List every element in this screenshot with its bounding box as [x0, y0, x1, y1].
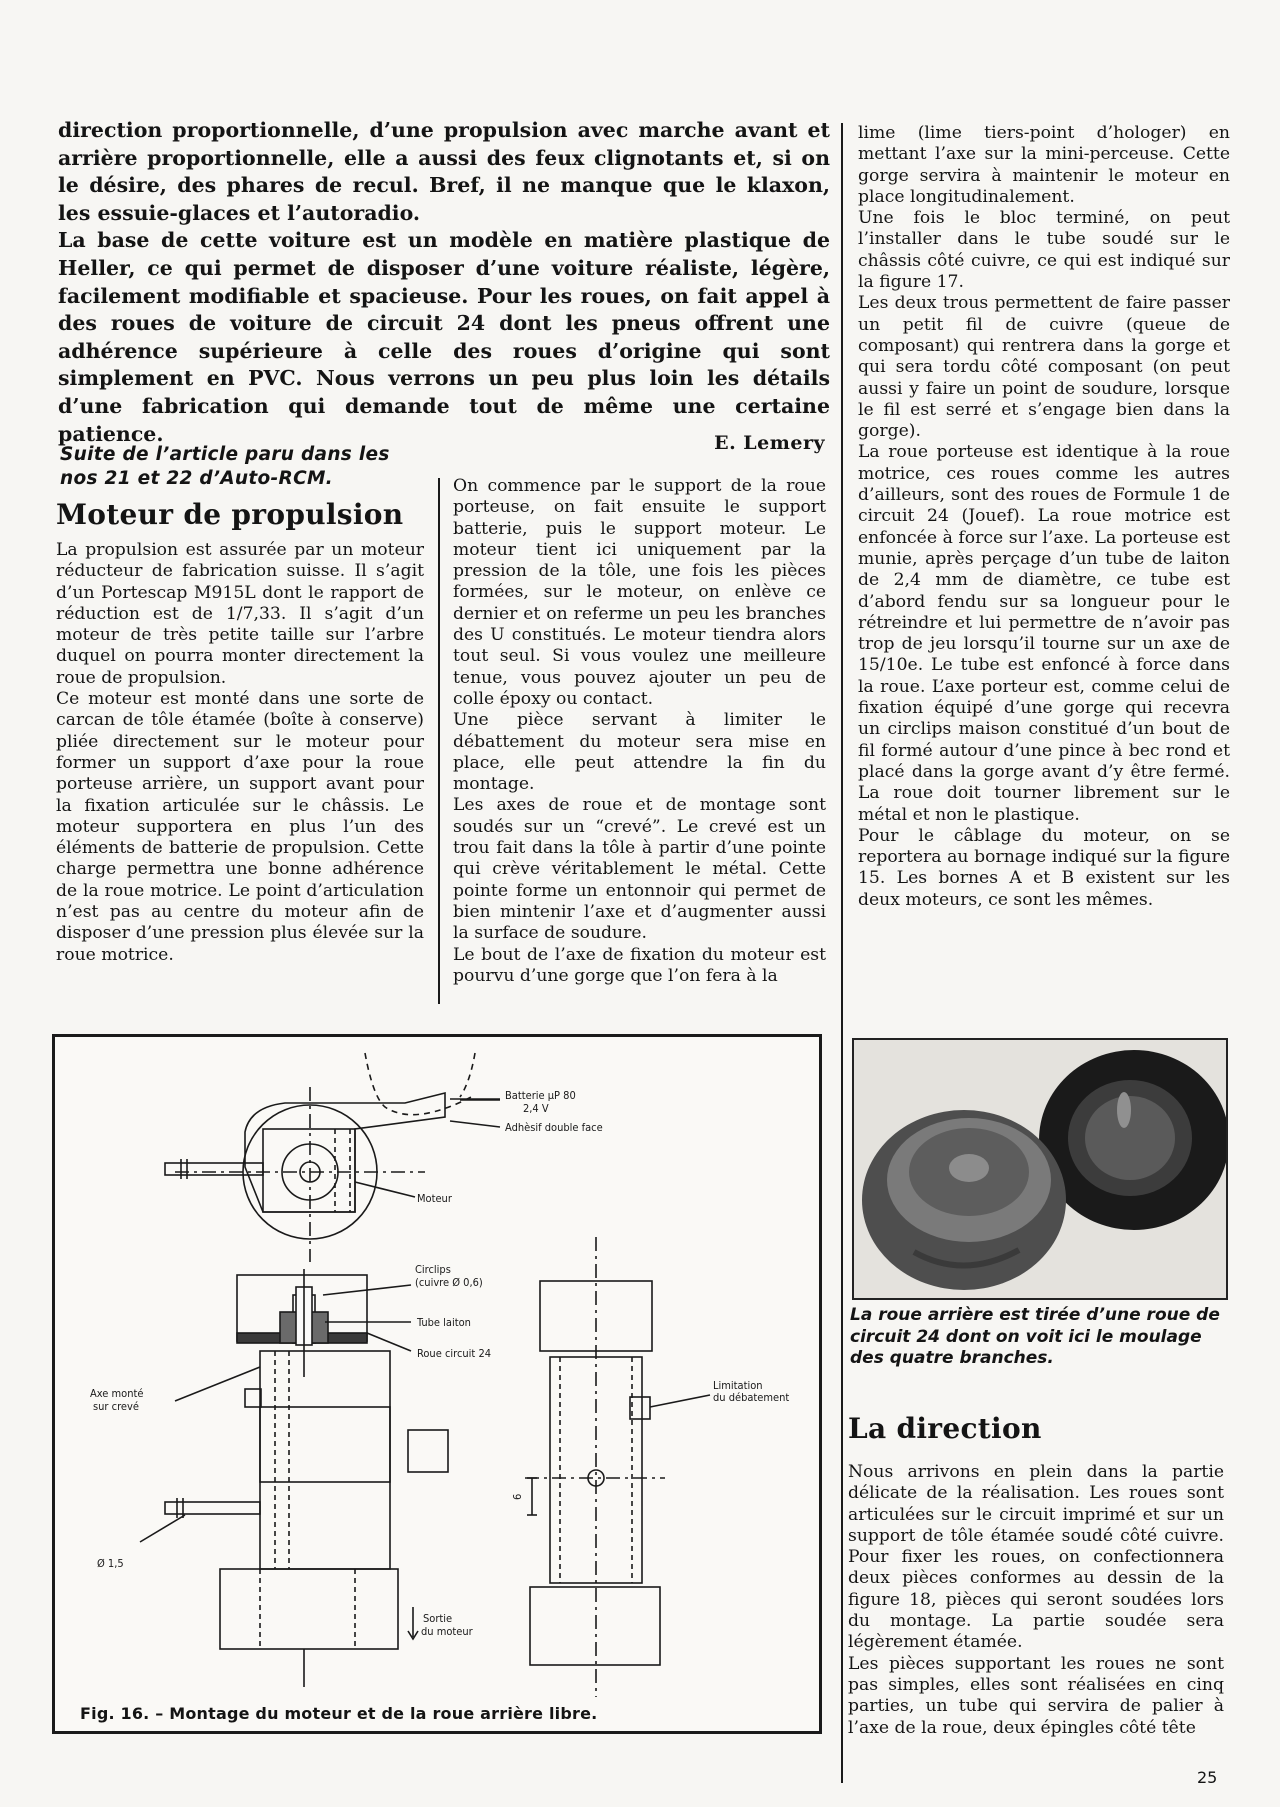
section-title-propulsion: Moteur de propulsion: [56, 498, 404, 531]
label-diameter: Ø 1,5: [97, 1557, 124, 1570]
figure-16-caption: Fig. 16. – Montage du moteur et de la roue arrière libre.: [80, 1704, 598, 1723]
wheel-photo-image: [854, 1040, 1226, 1298]
intro-paragraph-2: La base de cette voiture est un modèle en matière plastique de Heller, ce qui permet de disposer d’une voiture réaliste, légère, facilement modifiable et spacieuse. Pour les roues, on fait appel à des roues de voiture de circuit 24 dont les pneus offrent une adhérence supérieure à celle des roues d’origine qui sont simplement en PVC. Nous verrons un peu plus loin les détails d’une fabrication qui demande tout de même une certaine patience.: [58, 228, 830, 446]
label-battery: Batterie µP 80: [505, 1089, 576, 1102]
wheel-front-bottom: [530, 1587, 660, 1665]
photo-caption: La roue arrière est tirée d’une roue de circuit 24 dont on voit ici le moulage des quatre branches.: [850, 1305, 1220, 1368]
column-divider: [438, 478, 440, 1004]
column-divider: [841, 123, 843, 1783]
label-wheel: Roue circuit 24: [417, 1347, 492, 1360]
label-motor-output-detail: du moteur: [421, 1625, 473, 1638]
axle-side: [165, 1502, 260, 1514]
column-3: [858, 123, 1230, 911]
section-title-direction: La direction: [848, 1412, 1042, 1445]
paragraph: Pour le câblage du moteur, on se reportera au bornage indiqué sur la figure 15. Les bornes A et B existent sur les deux moteurs, ce sont les mêmes.: [858, 825, 1230, 910]
paragraph: Nous arrivons en plein dans la partie délicate de la réalisation. Les roues sont articulées sur le circuit imprimé et sur un support de tôle étamée soudé côté cuivre. Pour fixer les roues, on confectionnera deux pièces conformes au dessin de la figure 18, pièces qui seront soudées lors du montage. La partie soudée sera légèrement étamée.: [848, 1462, 1224, 1653]
paragraph: La propulsion est assurée par un moteur réducteur de fabrication suisse. Il s’agit d’un Portescap M915L dont le rapport de réduction est de 1/7,33. Il s’agit d’un moteur de très petite taille sur l’arbre duquel on pourra monter directement la roue de propulsion.: [56, 540, 424, 688]
label-dimension: 6: [511, 1493, 524, 1500]
paragraph: Une pièce servant à limiter le débattement du moteur sera mise en place, elle peut attendre la fin du montage.: [453, 710, 826, 795]
label-tube: Tube laiton: [417, 1316, 471, 1329]
paragraph: Les deux trous permettent de faire passer un petit fil de cuivre (queue de composant) qui rentrera dans la gorge et qui sera tordu côté composant (on peut aussi y faire un point de soudure, lorsque le fil est serré et s’engage bien dans la gorge).: [858, 293, 1230, 442]
wheel-photo: [852, 1038, 1228, 1300]
paragraph: Une fois le bloc terminé, on peut l’installer dans le tube soudé sur le châssis côté cuivre, ce qui est indiqué sur la figure 17.: [858, 208, 1230, 293]
series-note: [60, 443, 440, 491]
label-axle-detail: sur crevé: [93, 1400, 139, 1413]
paragraph: Les pièces supportant les roues ne sont pas simples, elles sont réalisées en cinq parties, un tube qui servira de palier à l’axe de la roue, deux épingles côté tête: [848, 1653, 1224, 1738]
paragraph: lime (lime tiers-point d’hologer) en mettant l’axe sur la mini-perceuse. Cette gorge servira à maintenir le moteur en place longitudinalement.: [858, 123, 1230, 207]
motor-side-view: [260, 1351, 390, 1569]
limit-stop: [630, 1397, 650, 1419]
label-motor-output: Sortie: [423, 1612, 453, 1625]
intro-paragraph-1: direction proportionnelle, d’une propulsion avec marche avant et arrière proportionnelle, elle a aussi des feux clignotants et, si on le désire, des phares de recul. Bref, il ne manque que le klaxon, les essuie-glaces et l’autoradio.: [58, 118, 830, 225]
bracket-window: [408, 1430, 448, 1472]
column-3-continued: [848, 1462, 1224, 1739]
label-circlips-detail: (cuivre Ø 0,6): [415, 1276, 483, 1289]
series-note-line-1: Suite de l’article paru dans les: [60, 444, 390, 465]
label-limitation-detail: du débatement: [713, 1391, 790, 1404]
page-number: 25: [1197, 1768, 1218, 1787]
column-2: [453, 476, 826, 987]
paragraph: Les axes de roue et de montage sont soudés sur un “crevé”. Le crevé est un trou fait dans la tôle à partir d’une pointe qui crève véritablement le métal. Cette pointe forme un entonnoir qui permet de bien mintenir l’axe et d’augmenter aussi la surface de soudure.: [453, 795, 826, 944]
paragraph: La roue porteuse est identique à la roue motrice, ces roues comme les autres d’ailleurs, sont des roues de Formule 1 de circuit 24 (Jouef). La roue motrice est enfoncée à force sur l’axe. La porteuse est munie, après perçage d’un tube de laiton de 2,4 mm de diamètre, ce tube est d’abord fendu sur sa longueur pour le rétreindre et lui permettre de n’avoir pas trop de jeu lorsqu’il tourne sur un axe de 15/10e. Le tube est enfoncé à force dans la roue. L’axe porteur est, comme celui de fixation équipé d’une gorge qui recevra un circlips maison constitué d’un bout de fil formé autour d’une pince à bec rond et placé dans la gorge avant d’y être fermé. La roue doit tourner librement sur le métal et non le plastique.: [858, 442, 1230, 825]
series-note-line-2: nos 21 et 22 d’Auto-RCM.: [60, 468, 333, 489]
column-1: [56, 540, 424, 966]
label-circlips: Circlips: [415, 1263, 451, 1276]
label-limitation: Limitation: [713, 1379, 763, 1392]
label-axle: Axe monté: [90, 1387, 144, 1400]
wheel-bottom: [220, 1569, 398, 1649]
figure-16-drawing: [52, 1034, 822, 1734]
label-adhesive: Adhèsif double face: [505, 1121, 603, 1134]
paragraph: Ce moteur est monté dans une sorte de carcan de tôle étamée (boîte à conserve) pliée directement sur le moteur pour former un support d’axe pour la roue porteuse arrière, un support avant pour la fixation articulée sur le châssis. Le moteur supportera en plus l’un des éléments de batterie de propulsion. Cette charge permettra une bonne adhérence de la roue motrice. Le point d’articulation n’est pas au centre du moteur afin de disposer d’une pression plus élevée sur la roue motrice.: [56, 689, 424, 965]
author-signature: E. Lemery: [714, 432, 825, 454]
paragraph: Le bout de l’axe de fixation du moteur est pourvu d’une gorge que l’on fera à la: [453, 944, 826, 986]
intro-text: [58, 117, 830, 448]
motor-assembly-diagram: [55, 1037, 819, 1731]
bracket-outline: [245, 1093, 445, 1212]
label-motor: Moteur: [417, 1192, 452, 1205]
paragraph: On commence par le support de la roue porteuse, on fait ensuite le support batterie, puis le support moteur. Le moteur tient ici uniquement par la pression de la tôle, une fois les pièces formées, sur le moteur, on enlève ce dernier et on referme un peu les branches des U constitués. Le moteur tiendra alors tout seul. Si vous voulez une meilleure tenue, vous pouvez ajouter un peu de colle époxy ou contact.: [453, 476, 826, 709]
label-battery-voltage: 2,4 V: [523, 1102, 549, 1115]
bracket-side: [260, 1407, 390, 1482]
battery-dashed: [365, 1053, 475, 1115]
